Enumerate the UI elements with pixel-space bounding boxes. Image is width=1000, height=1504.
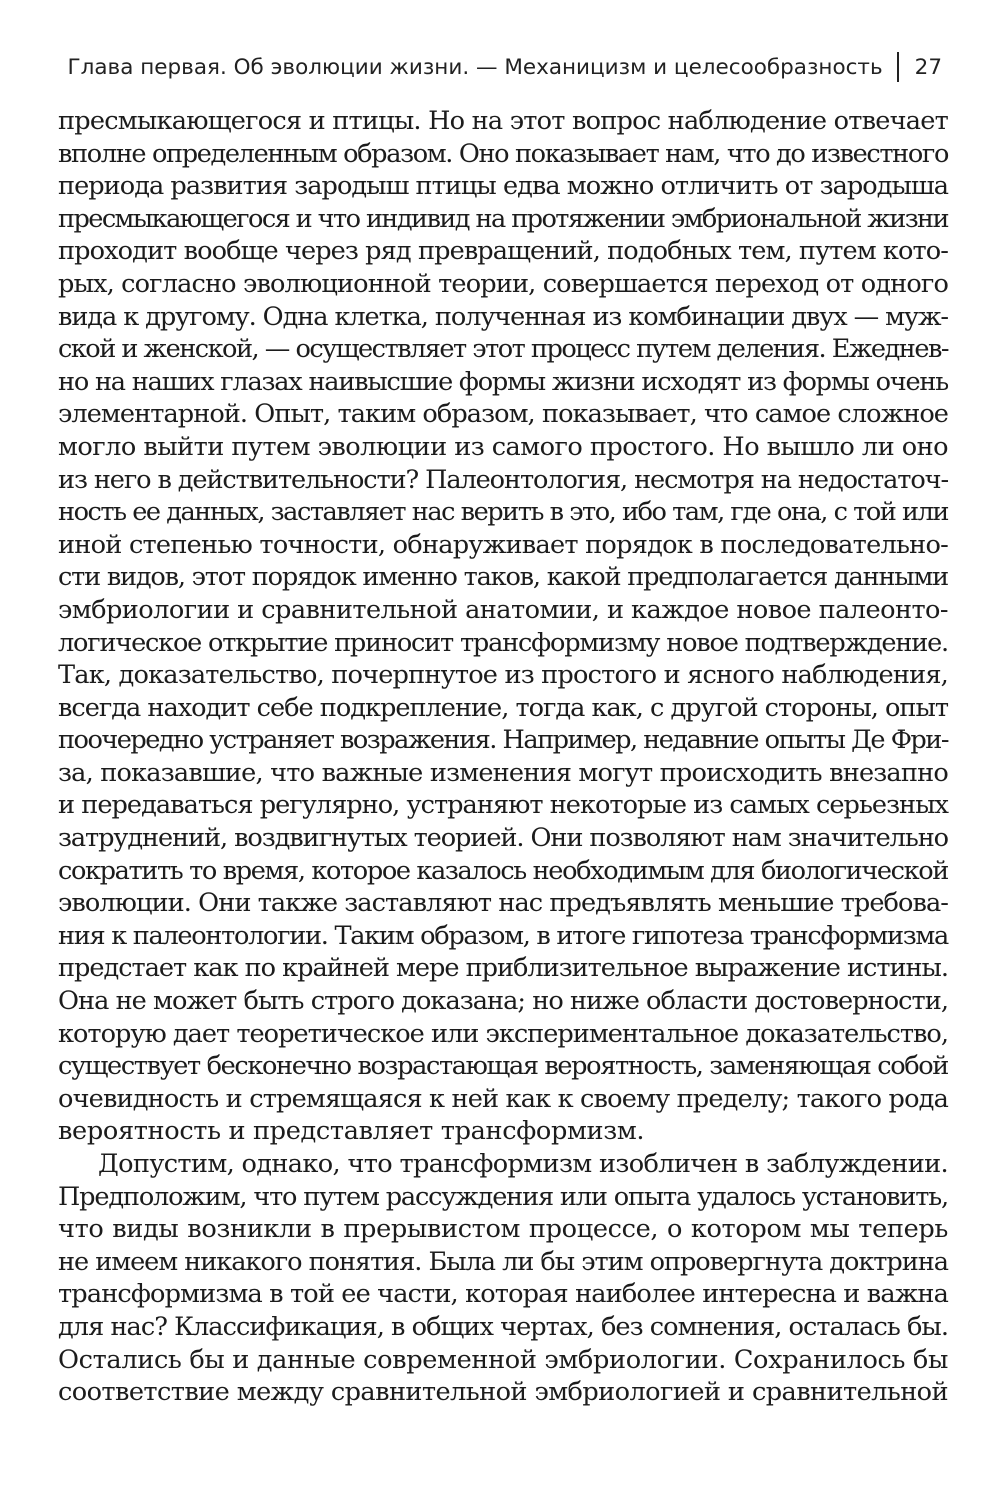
text-line: ской и женской, — осуществляет этот процесс путем деления. Ежеднев- [58,334,948,365]
text-line: но на наших глазах наивысшие формы жизни исходят из формы очень [58,366,948,397]
text-line: Остались бы и данные современной эмбриологии. Сохранилось бы [58,1344,948,1375]
text-line: которую дает теоретическое или экспериментальное доказательство, [58,1018,948,1049]
paragraph [58,1148,948,1409]
chapter-title: Глава первая. Об эволюции жизни. — Механицизм и целесообразность [67,54,883,80]
text-line: элементарной. Опыт, таким образом, показывает, что самое сложное [58,399,948,430]
text-line: сти видов, этот порядок именно таков, какой предполагается данными [58,562,948,593]
page-number: 27 [914,54,942,80]
text-line: пресмыкающегося и что индивид на протяжении эмбриональной жизни [58,203,948,234]
text-line: предстает как по крайней мере приблизительное выражение истины. [58,953,948,984]
text-line: рых, согласно эволюционной теории, совершается переход от одного [58,268,948,299]
text-line: из него в действительности? Палеонтология, несмотря на недостаточ- [58,464,948,495]
text-line: эволюции. Они также заставляют нас предъявлять меньшие требова- [58,888,948,919]
text-line: периода развития зародыш птицы едва можно отличить от зародыша [58,171,948,202]
text-line: существует бесконечно возрастающая вероятность, заменяющая собой [58,1051,948,1082]
paragraph [58,105,948,1148]
text-line: поочередно устраняет возражения. Например, недавние опыты Де Фри- [58,725,948,756]
text-line: и передаваться регулярно, устраняют некоторые из самых серьезных [58,790,948,821]
text-line: для нас? Классификация, в общих чертах, без сомнения, осталась бы. [58,1311,948,1342]
text-line: могло выйти путем эволюции из самого простого. Но вышло ли оно [58,431,948,462]
text-line: ность ее данных, заставляет нас верить в это, ибо там, где она, с той или [58,497,948,528]
header-separator [897,52,899,82]
text-line: не имеем никакого понятия. Была ли бы этим опровергнута доктрина [58,1246,948,1277]
text-line: иной степенью точности, обнаруживает порядок в последовательно- [58,529,948,560]
text-line: что виды возникли в прерывистом процессе, о котором мы теперь [58,1214,948,1245]
text-line: сократить то время, которое казалось необходимым для биологической [58,855,948,886]
text-line: всегда находит себе подкрепление, тогда как, с другой стороны, опыт [58,692,948,723]
text-line: очевидность и стремящаяся к ней как к своему пределу; такого рода [58,1083,948,1114]
body-text [58,105,948,1409]
text-line: вполне определенным образом. Оно показывает нам, что до известного [58,138,948,169]
text-line: логическое открытие приносит трансформизму новое подтверждение. [58,627,948,658]
text-line: вида к другому. Одна клетка, полученная из комбинации двух — муж- [58,301,948,332]
text-line: Так, доказательство, почерпнутое из простого и ясного наблюдения, [58,660,948,691]
text-line: пресмыкающегося и птицы. Но на этот вопрос наблюдение отвечает [58,106,948,136]
running-head [58,50,942,84]
text-line: затруднений, воздвигнутых теорией. Они позволяют нам значительно [58,823,948,854]
text-line: соответствие между сравнительной эмбриологией и сравнительной [58,1377,948,1408]
text-line: вероятность и представляет трансформизм. [58,1116,645,1147]
text-line: Предположим, что путем рассуждения или опыта удалось установить, [58,1181,948,1212]
text-line: Допустим, однако, что трансформизм изобличен в заблуждении. [98,1149,948,1179]
text-line: эмбриологии и сравнительной анатомии, и каждое новое палеонто- [58,594,948,625]
text-line: ния к палеонтологии. Таким образом, в итоге гипотеза трансформизма [58,920,948,951]
text-line: Она не может быть строго доказана; но ниже области достоверности, [58,986,948,1017]
text-line: проходит вообще через ряд превращений, подобных тем, путем кото- [58,236,948,267]
text-line: трансформизма в той ее части, которая наиболее интересна и важна [58,1279,948,1310]
text-line: за, показавшие, что важные изменения могут происходить внезапно [58,757,948,788]
